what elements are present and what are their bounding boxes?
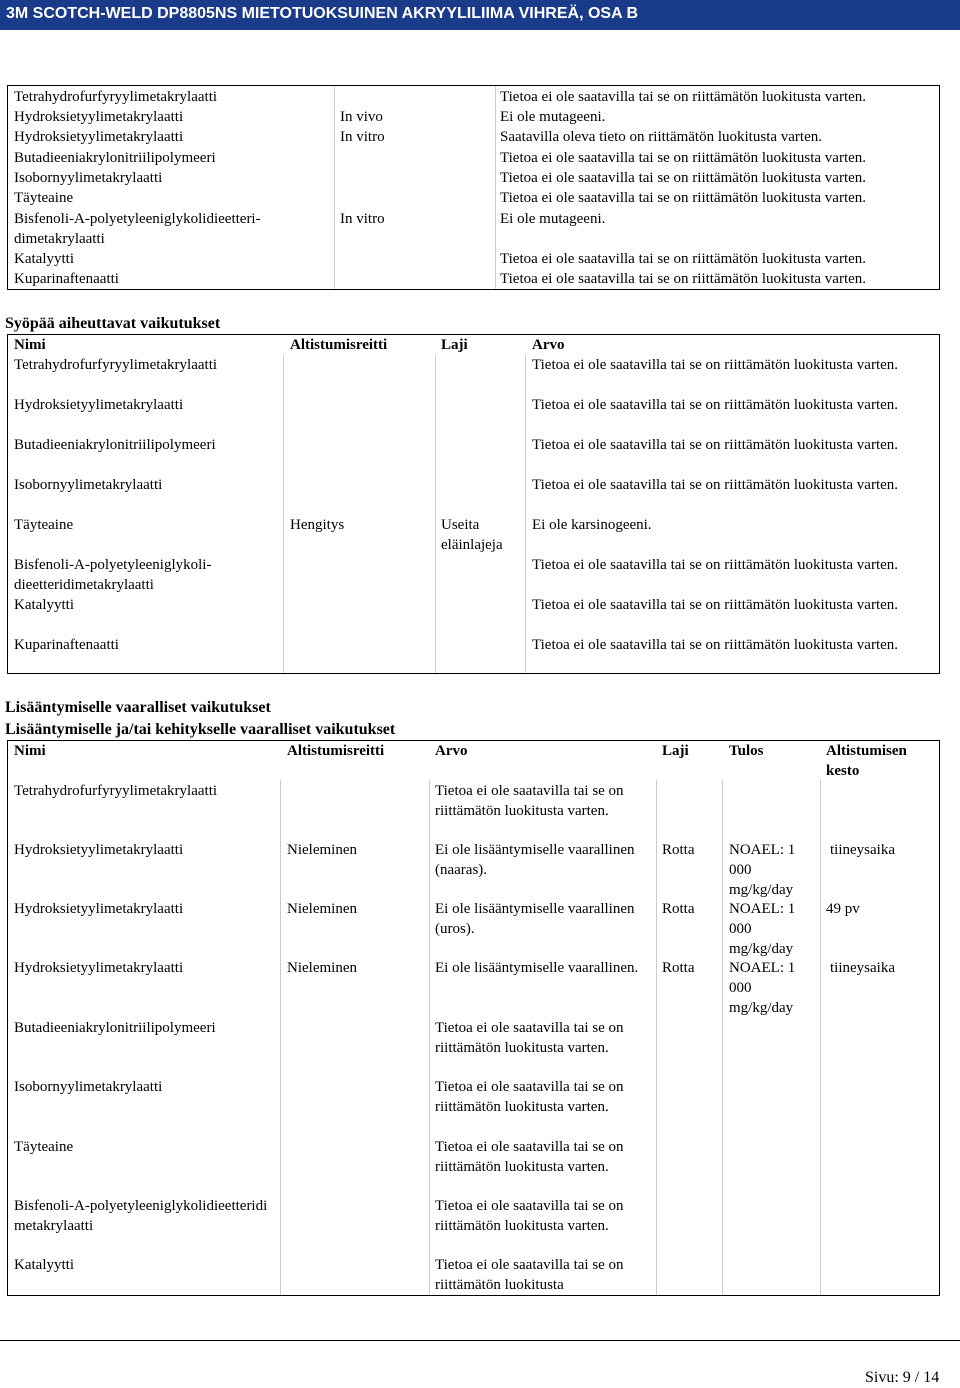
- footer-divider: [0, 1340, 960, 1341]
- page-number: Sivu: 9 / 14: [865, 1369, 940, 1386]
- reproductive-section-subtitle: Lisääntymiselle ja/tai kehitykselle vaaralliset vaikutukset: [5, 721, 396, 738]
- document-header: [0, 0, 960, 30]
- reproductive-section-title: Lisääntymiselle vaaralliset vaikutukset: [5, 699, 271, 716]
- carcinogen-table: [7, 334, 940, 674]
- document-title: 3M SCOTCH-WELD DP8805NS MIETOTUOKSUINEN AKRYYLILIIMA VIHREÄ, OSA B: [6, 5, 639, 22]
- carcinogen-section-title: Syöpää aiheuttavat vaikutukset: [5, 315, 221, 332]
